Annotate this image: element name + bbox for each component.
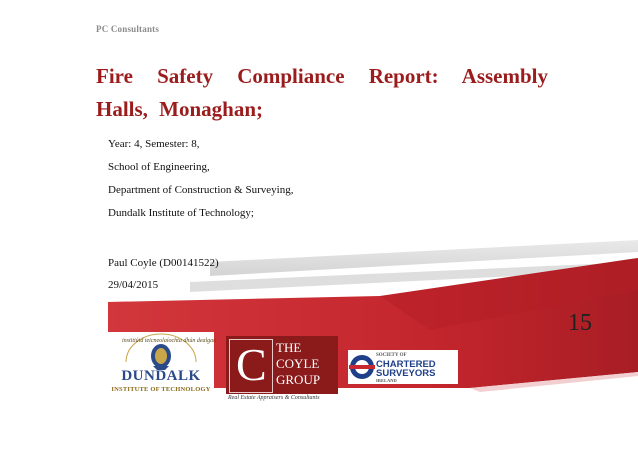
coyle-the: THE — [276, 340, 302, 355]
year-semester: Year: 4, Semester: 8, — [108, 138, 200, 150]
scs-chartered: CHARTERED — [376, 359, 436, 370]
scs-ireland-logo — [348, 350, 458, 384]
dundalk-motto: institiúid teicneolaíochta dhún dealgan — [122, 338, 217, 344]
scs-emblem-icon — [349, 352, 375, 382]
scs-wordmark — [376, 360, 436, 378]
dundalk-name: DUNDALK — [121, 368, 201, 384]
page-number: 15 — [568, 310, 592, 336]
coyle-wordmark — [276, 340, 320, 388]
school: School of Engineering, — [108, 161, 210, 173]
date: 29/04/2015 — [108, 279, 159, 291]
coyle-group-logo — [226, 336, 338, 402]
coyle-c-mark — [229, 339, 273, 393]
scs-ireland: IRELAND — [376, 378, 397, 383]
dundalk-logo — [108, 332, 217, 406]
coyle-tagline: Real Estate Appraisers & Consultants — [228, 395, 320, 401]
dundalk-institute: INSTITUTE OF TECHNOLOGY — [111, 386, 211, 393]
scs-society: SOCIETY OF — [376, 353, 407, 358]
report-title: Fire Safety Compliance Report: Assembly Halls, Monaghan; — [96, 64, 548, 121]
department: Department of Construction & Surveying, — [108, 184, 294, 196]
company-header: PC Consultants — [96, 24, 160, 34]
coyle-c-letter: C — [236, 339, 267, 390]
author: Paul Coyle (D00141522) — [108, 257, 219, 269]
coyle-coyle: COYLE — [276, 356, 320, 371]
coyle-group: GROUP — [276, 372, 321, 387]
coyle-logo-box — [226, 336, 338, 394]
institute: Dundalk Institute of Technology; — [108, 207, 254, 219]
scs-surveyors: SURVEYORS — [376, 368, 436, 379]
